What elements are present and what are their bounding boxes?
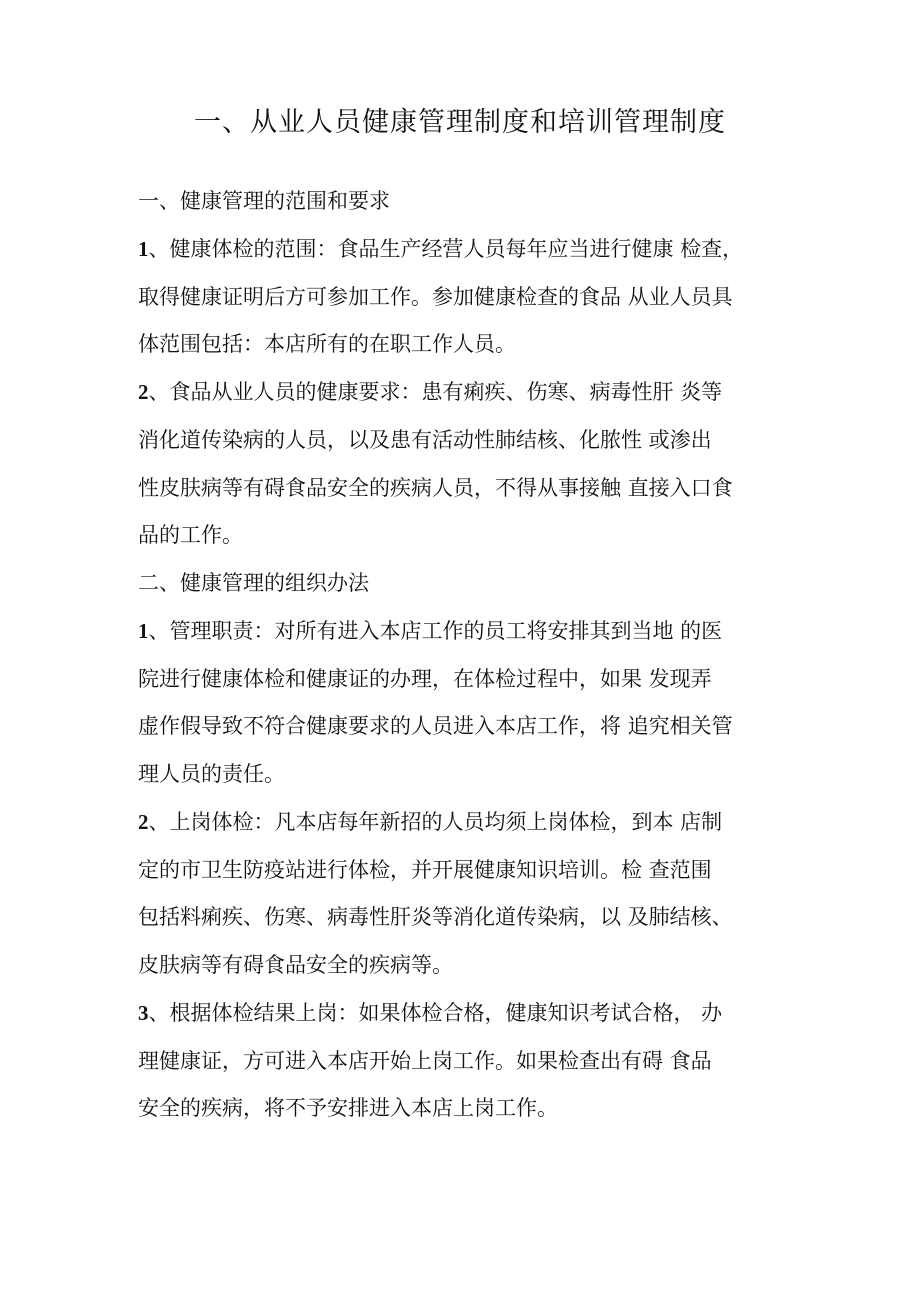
paragraph-line: 皮肤病等有碍食品安全的疾病等。 <box>138 953 453 977</box>
paragraph-line <box>138 997 722 1029</box>
paragraph-line: 品的工作。 <box>138 523 243 547</box>
section-heading-2: 二、健康管理的组织办法 <box>138 571 369 595</box>
paragraph-line: 性皮肤病等有碍食品安全的疾病人员，不得从事接触 直接入口食 <box>138 476 733 500</box>
line-text: 、上岗体检：凡本店每年新招的人员均须上岗体检，到本 店制 <box>148 810 723 834</box>
paragraph-line: 虚作假导致不符合健康要求的人员进入本店工作，将 追究相关管 <box>138 714 733 738</box>
line-text: 、食品从业人员的健康要求：患有痢疾、伤寒、病毒性肝 炎等 <box>148 380 723 404</box>
paragraph-line: 定的市卫生防疫站进行体检，并开展健康知识培训。检 查范围 <box>138 858 712 882</box>
item-number: 3 <box>138 1001 149 1025</box>
paragraph-line: 取得健康证明后方可参加工作。参加健康检查的食品 从业人员具 <box>138 285 733 309</box>
line-text: 、根据体检结果上岗：如果体检合格，健康知识考试合格， 办 <box>148 1001 723 1025</box>
paragraph-line: 院进行健康体检和健康证的办理，在体检过程中，如果 发现弄 <box>138 667 712 691</box>
paragraph-line: 包括料痢疾、伤寒、病毒性肝炎等消化道传染病，以 及肺结核、 <box>138 905 733 929</box>
line-text: 、管理职责：对所有进入本店工作的员工将安排其到当地 的医 <box>148 619 723 643</box>
line-text: 、健康体检的范围：食品生产经营人员每年应当进行健康 检查， <box>148 237 744 261</box>
paragraph-line: 消化道传染病的人员，以及患有活动性肺结核、化脓性 或渗出 <box>138 428 712 452</box>
paragraph-line: 理人员的责任。 <box>138 762 285 786</box>
paragraph-line <box>138 806 722 838</box>
paragraph-line <box>138 376 722 408</box>
paragraph-line <box>138 615 722 647</box>
paragraph-line: 安全的疾病，将不予安排进入本店上岗工作。 <box>138 1096 558 1120</box>
item-number: 2 <box>138 810 149 834</box>
item-number: 2 <box>138 380 149 404</box>
paragraph-line: 理健康证，方可进入本店开始上岗工作。如果检查出有碍 食品 <box>138 1049 712 1073</box>
paragraph-line <box>138 233 743 265</box>
document-title: 一、从业人员健康管理制度和培训管理制度 <box>194 107 726 138</box>
item-number: 1 <box>138 619 149 643</box>
paragraph-line: 体范围包括：本店所有的在职工作人员。 <box>138 332 516 356</box>
section-heading-1: 一、健康管理的范围和要求 <box>138 189 390 213</box>
item-number: 1 <box>138 237 149 261</box>
